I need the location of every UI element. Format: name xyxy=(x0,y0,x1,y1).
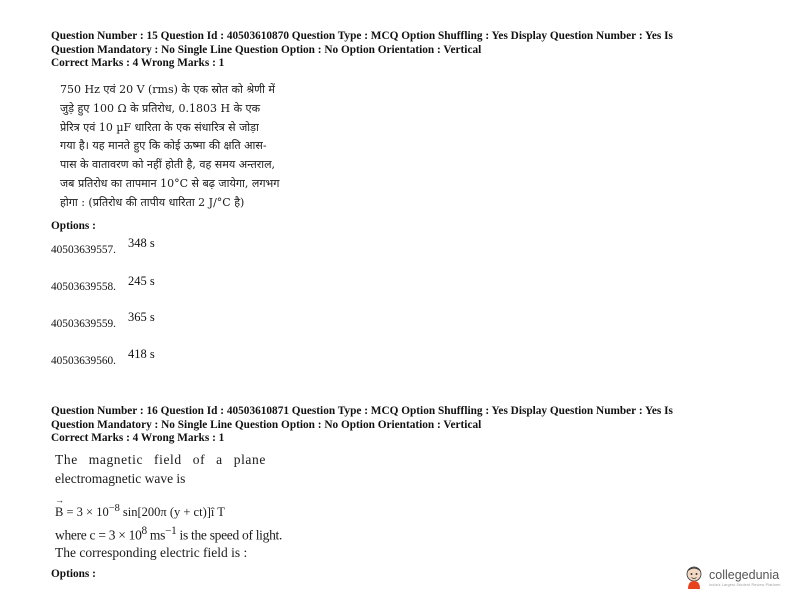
equation-exponent: −8 xyxy=(108,503,120,514)
question-15-line: गया है। यह मानते हुए कि कोई ऊष्मा की क्षति आस- xyxy=(60,139,267,153)
logo-name: collegedunia xyxy=(709,567,780,582)
option-id: 40503639559. xyxy=(51,318,116,330)
question-16-header xyxy=(51,405,751,446)
question-16-meta-line-1: Question Number : 16 Question Id : 40503610871 Question Type : MCQ Option Shuffling : Yes Display Question Number : Yes Is xyxy=(51,405,673,417)
question-15-meta-line-2: Question Mandatory : No Single Line Question Option : No Option Orientation : Vertical xyxy=(51,43,482,56)
option-value: 365 s xyxy=(128,310,155,324)
question-15-meta-line-1: Question Number : 15 Question Id : 40503610870 Question Type : MCQ Option Shuffling : Yes Display Question Number : Yes Is xyxy=(51,30,673,42)
question-16-line-2: electromagnetic wave is xyxy=(55,471,186,486)
question-15-header xyxy=(51,30,751,71)
question-16-equation xyxy=(55,503,225,520)
question-16-marks: Correct Marks : 4 Wrong Marks : 1 xyxy=(51,432,225,444)
mascot-icon xyxy=(683,564,705,590)
question-15-line: जब प्रतिरोध का तापमान 10°C से बढ़ जायेगा, लगभग xyxy=(60,176,280,190)
logo-tagline: India's Largest Student Review Platform xyxy=(709,582,781,587)
logo-text xyxy=(709,568,781,587)
line-part: is the speed of light. xyxy=(176,527,283,543)
question-15-line: पास के वातावरण को नहीं होती है, वह समय अन्तराल, xyxy=(60,158,276,172)
question-15-marks: Correct Marks : 4 Wrong Marks : 1 xyxy=(51,57,225,69)
option-id: 40503639558. xyxy=(51,281,116,293)
question-15-line: 750 Hz एवं 20 V (rms) के एक स्रोत को श्रेणी में xyxy=(60,83,276,96)
equation-part: sin[200π (y + ct)]î T xyxy=(119,505,225,520)
question-16-options-label xyxy=(51,568,751,582)
question-16-meta-line-2: Question Mandatory : No Single Line Question Option : No Option Orientation : Vertical xyxy=(51,418,482,431)
equation-part: = 3 × 10 xyxy=(63,505,109,520)
option-id: 40503639560. xyxy=(51,355,116,367)
question-16-line-5: The corresponding electric field is : xyxy=(55,545,248,560)
question-15-line: होगा : (प्रतिरोध की तापीय धारिता 2 J/°C है) xyxy=(60,195,245,209)
line-exponent: −1 xyxy=(165,525,177,537)
question-15-options-label xyxy=(51,220,751,234)
option-value: 418 s xyxy=(128,347,155,361)
option-value: 245 s xyxy=(128,274,155,288)
line-part: ms xyxy=(146,527,166,543)
option-value: 348 s xyxy=(128,236,155,250)
question-16-line-4 xyxy=(55,525,282,544)
options-label-text: Options : xyxy=(51,220,96,232)
options-label-text: Options : xyxy=(51,568,96,580)
line-exponent: 8 xyxy=(141,525,147,537)
question-15-line: जुड़े हुए 100 Ω के प्रतिरोध, 0.1803 H के एक xyxy=(60,101,261,115)
question-15-text xyxy=(60,81,310,213)
question-15-line: प्रेरित्र एवं 10 µF धारिता के एक संधारित्र से जोड़ा xyxy=(60,120,259,134)
option-id: 40503639557. xyxy=(51,244,116,256)
question-16-line-1: The magnetic field of a plane xyxy=(55,452,266,467)
vector-b-symbol: → B xyxy=(55,505,63,520)
collegedunia-logo xyxy=(683,564,781,590)
line-part: where c = 3 × 10 xyxy=(55,527,142,543)
